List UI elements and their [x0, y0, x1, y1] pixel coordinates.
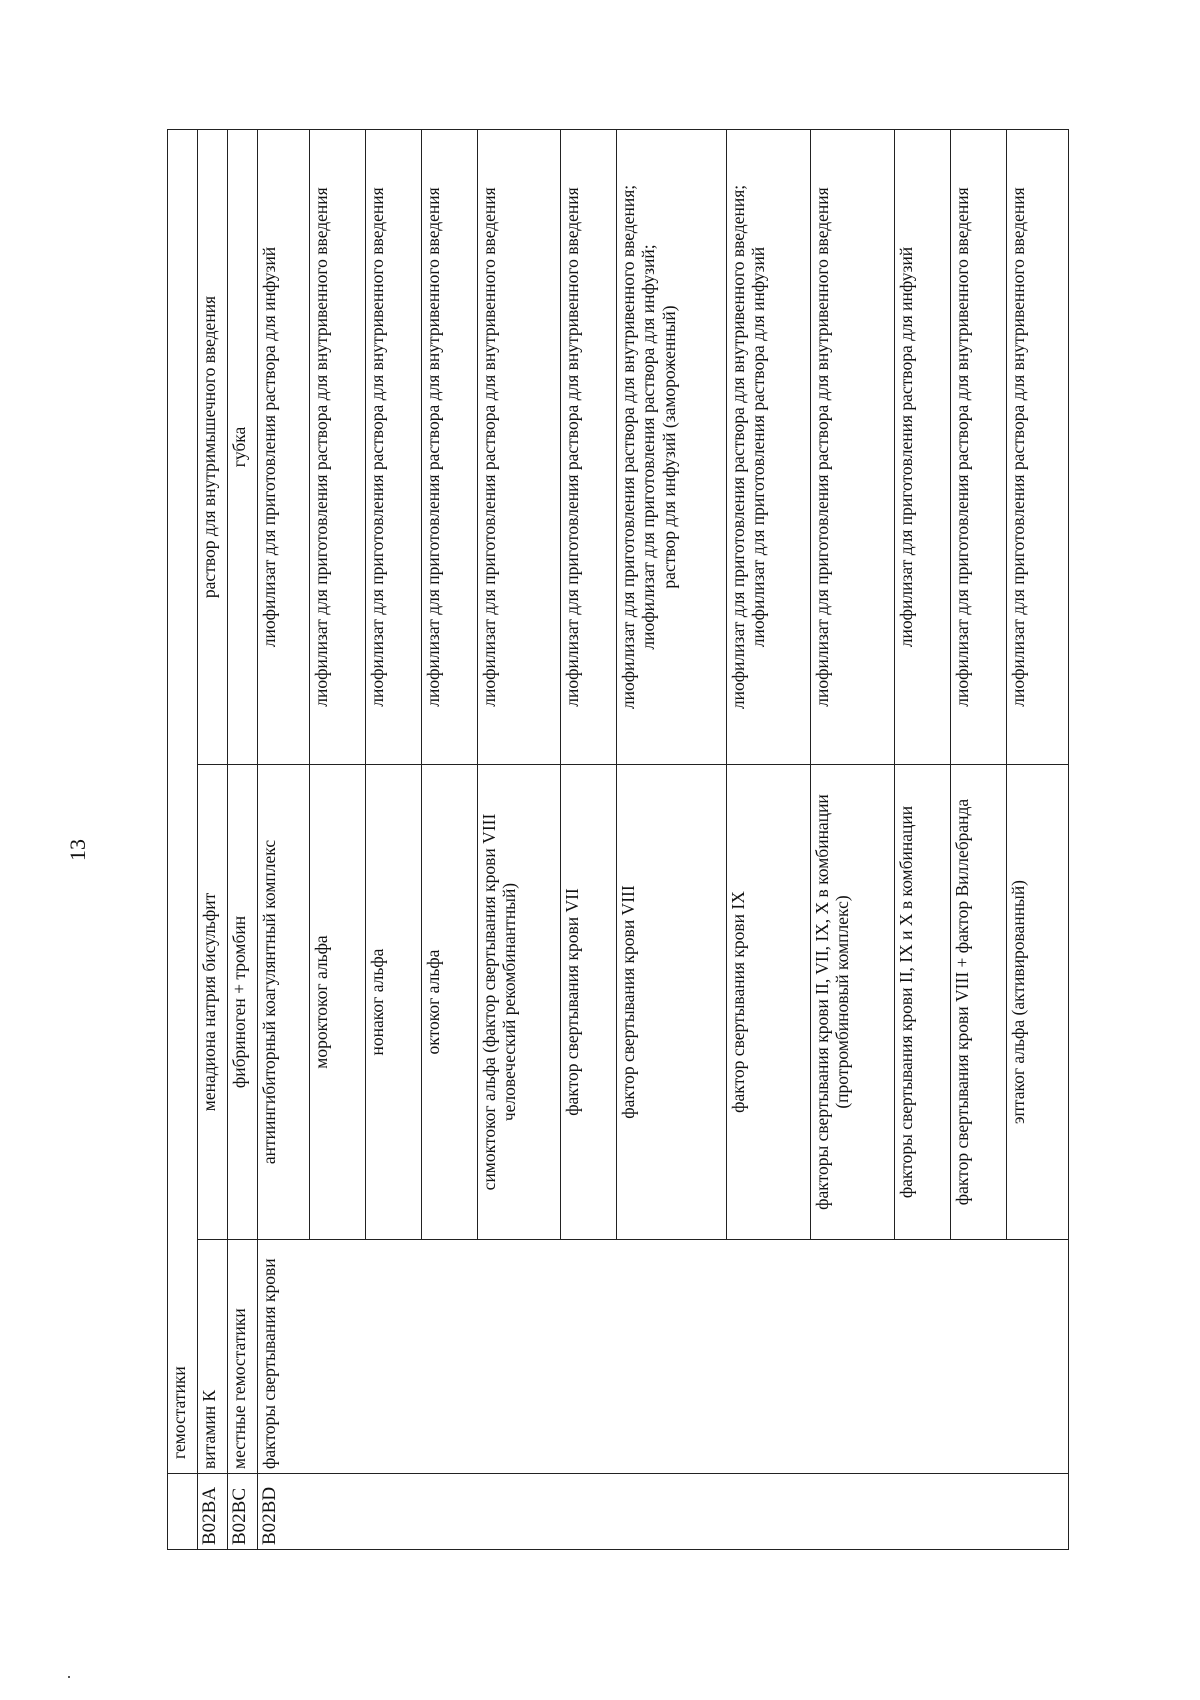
dosage-form-cell: раствор для внутримышечного введения: [198, 129, 228, 764]
substance-cell: эптаког альфа (активированный): [1006, 765, 1068, 1240]
group-cell: гемостатики: [168, 129, 198, 1473]
dosage-form-cell: лиофилизат для приготовления раствора для внутривенного введения: [477, 129, 561, 764]
dosage-form-cell: лиофилизат для приготовления раствора для внутривенного введения: [1006, 129, 1068, 764]
table-row: [228, 129, 258, 1549]
substance-cell: симоктоког альфа (фактор свертывания крови VIII человеческий рекомбинантный): [477, 765, 561, 1240]
atc-code-cell: B02BD: [258, 1474, 1069, 1550]
dosage-form-cell: лиофилизат для приготовления раствора для внутривенного введения: [365, 129, 421, 764]
atc-code-cell: B02BA: [198, 1474, 228, 1550]
substance-cell: фактор свертывания крови VII: [561, 765, 617, 1240]
dosage-form-cell: лиофилизат для приготовления раствора для внутривенного введения: [561, 129, 617, 764]
page-number: 13: [65, 839, 90, 861]
substance-cell: антиингибиторный коагулянтный комплекс: [258, 765, 310, 1240]
group-cell: витамин К: [198, 1240, 228, 1474]
substance-cell: фактор свертывания крови VIII: [617, 765, 727, 1240]
table-row: [258, 129, 310, 1549]
substance-cell: фактор свертывания крови IX: [727, 765, 811, 1240]
dosage-form-cell: лиофилизат для приготовления раствора для внутривенного введения: [421, 129, 477, 764]
atc-code-cell: B02BC: [228, 1474, 258, 1550]
table-row: [168, 129, 198, 1549]
dosage-form-cell: лиофилизат для приготовления раствора для внутривенного введения: [810, 129, 894, 764]
dosage-form-cell: лиофилизат для приготовления раствора для внутривенного введения: [309, 129, 365, 764]
substance-cell: мороктоког альфа: [309, 765, 365, 1240]
dosage-form-cell: лиофилизат для приготовления раствора для инфузий: [894, 129, 950, 764]
dosage-form-cell: лиофилизат для приготовления раствора для внутривенного введения; лиофилизат для приготовления раствора для инфузий; раствор для инфузий (замороженный): [617, 129, 727, 764]
group-cell: факторы свертывания крови: [258, 1240, 1069, 1474]
substance-cell: нонаког альфа: [365, 765, 421, 1240]
dosage-form-cell: губка: [228, 129, 258, 764]
scan-speck: [68, 1676, 70, 1678]
substance-cell: фактор свертывания крови VIII + фактор Виллебранда: [950, 765, 1006, 1240]
dosage-form-cell: лиофилизат для приготовления раствора для внутривенного введения: [950, 129, 1006, 764]
substance-cell: менадиона натрия бисульфит: [198, 765, 228, 1240]
group-cell: местные гемостатики: [228, 1240, 258, 1474]
substance-cell: факторы свертывания крови II, VII, IX, X в комбинации (протромбиновый комплекс): [810, 765, 894, 1240]
substance-cell: факторы свертывания крови II, IX и X в комбинации: [894, 765, 950, 1240]
dosage-form-cell: лиофилизат для приготовления раствора для внутривенного введения; лиофилизат для приготовления раствора для инфузий: [727, 129, 811, 764]
drug-table: [167, 129, 1069, 1550]
substance-cell: октоког альфа: [421, 765, 477, 1240]
atc-code-cell: [168, 1474, 198, 1550]
drug-table-rotated: [167, 130, 1069, 1550]
table-row: [198, 129, 228, 1549]
substance-cell: фибриноген + тромбин: [228, 765, 258, 1240]
dosage-form-cell: лиофилизат для приготовления раствора для инфузий: [258, 129, 310, 764]
